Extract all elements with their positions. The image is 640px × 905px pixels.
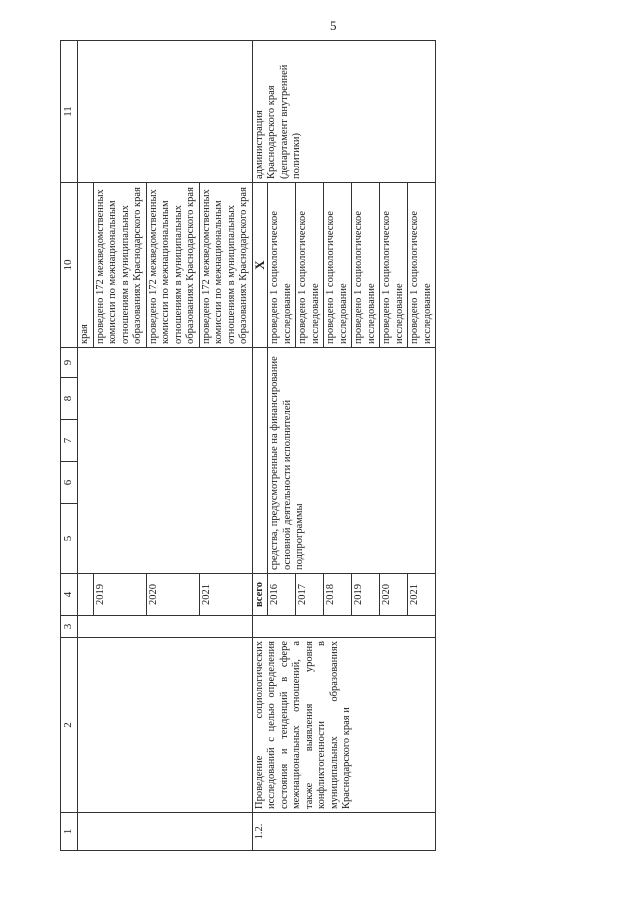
rotated-table-container — [60, 41, 433, 851]
result-cell: проведено 1 социологическое исследование — [324, 183, 352, 348]
program-table — [60, 40, 436, 851]
header-col-7: 7 — [61, 420, 78, 462]
item-number: 1.2. — [252, 813, 436, 851]
result-cell: проведено 1 социологическое исследование — [268, 183, 296, 348]
header-col-11: 11 — [61, 41, 78, 183]
header-col-5: 5 — [61, 504, 78, 574]
header-col-4: 4 — [61, 574, 78, 616]
year-cell: 2019 — [93, 574, 146, 616]
result-cell: края — [78, 183, 94, 348]
result-cell: проведено 172 межведомственных комиссии по межнациональным отношениям в муниципальных образованиях Краснодарского края — [199, 183, 252, 348]
header-col-8: 8 — [61, 378, 78, 420]
year-cell: 2019 — [352, 574, 380, 616]
result-cell: проведено 172 межведомственных комиссии по межнациональным отношениям в муниципальных образованиях Краснодарского края — [93, 183, 146, 348]
total-label: всего — [252, 574, 268, 616]
header-col-10: 10 — [61, 183, 78, 348]
header-col-3: 3 — [61, 616, 78, 638]
year-cell: 2017 — [296, 574, 324, 616]
year-cell: 2020 — [146, 574, 199, 616]
funding-note: средства, предусмотренные на финансирование основной деятельности исполнителей подпрограммы — [268, 348, 436, 574]
year-cell: 2021 — [408, 574, 436, 616]
header-col-2: 2 — [61, 638, 78, 813]
header-col-6: 6 — [61, 462, 78, 504]
executor-cell: администрация Краснодарского края (департамент внутренней политики) — [252, 41, 436, 183]
year-cell: 2018 — [324, 574, 352, 616]
result-cell: проведено 1 социологическое исследование — [352, 183, 380, 348]
result-cell: проведено 1 социологическое исследование — [380, 183, 408, 348]
header-col-9: 9 — [61, 348, 78, 378]
year-cell: 2021 — [199, 574, 252, 616]
header-col-1: 1 — [61, 813, 78, 851]
result-cell: проведено 172 межведомственных комиссии по межнациональным отношениям в муниципальных образованиях Краснодарского края — [146, 183, 199, 348]
header-row — [61, 41, 78, 851]
result-cell: проведено 1 социологическое исследование — [296, 183, 324, 348]
year-cell: 2016 — [268, 574, 296, 616]
table-row — [252, 41, 268, 851]
year-cell: 2020 — [380, 574, 408, 616]
total-result: X — [252, 183, 268, 348]
table-row — [78, 41, 94, 851]
page-number: 5 — [330, 18, 337, 33]
item-description: Проведение социологических исследований с целью определения состояния и тенденций в сфере межнациональных отношений, а также выявления уровня конфликтогенности в муниципальных образованиях Краснодарского края и — [252, 638, 436, 813]
year-cell — [78, 574, 94, 616]
result-cell: проведено 1 социологическое исследование — [408, 183, 436, 348]
